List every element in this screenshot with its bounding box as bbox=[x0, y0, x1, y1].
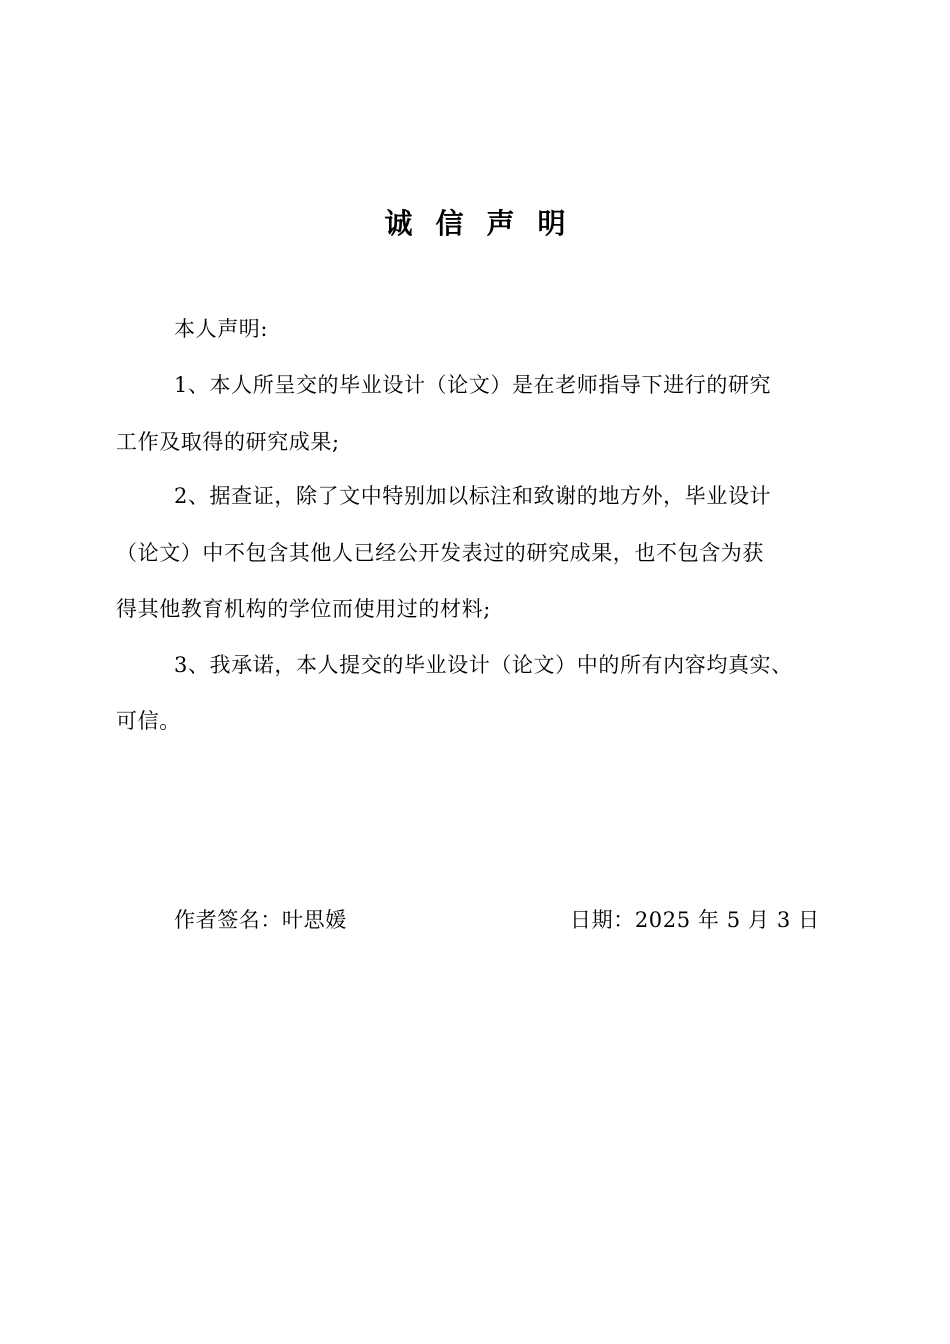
author-label: 作者签名： bbox=[174, 908, 282, 932]
item1-line1: 1、本人所呈交的毕业设计（论文）是在老师指导下进行的研究 bbox=[174, 373, 772, 397]
signature-date bbox=[570, 905, 820, 935]
author-name: 叶思媛 bbox=[282, 908, 347, 932]
item2-line2: （论文）中不包含其他人已经公开发表过的研究成果，也不包含为获 bbox=[116, 541, 764, 565]
date-value: 2025 年 5 月 3 日 bbox=[634, 908, 820, 932]
item2-line3: 得其他教育机构的学位而使用过的材料; bbox=[116, 597, 491, 621]
author-signature bbox=[174, 905, 347, 935]
date-label: 日期： bbox=[570, 908, 635, 932]
item1-line2: 工作及取得的研究成果; bbox=[116, 430, 340, 454]
item3-line1: 3、我承诺，本人提交的毕业设计（论文）中的所有内容均真实、 bbox=[174, 653, 793, 677]
item3-line2: 可信。 bbox=[116, 709, 181, 733]
intro-text: 本人声明: bbox=[174, 317, 269, 341]
item2-line1: 2、据查证，除了文中特别加以标注和致谢的地方外，毕业设计 bbox=[174, 484, 772, 508]
page-title: 诚信声明 bbox=[384, 207, 589, 240]
